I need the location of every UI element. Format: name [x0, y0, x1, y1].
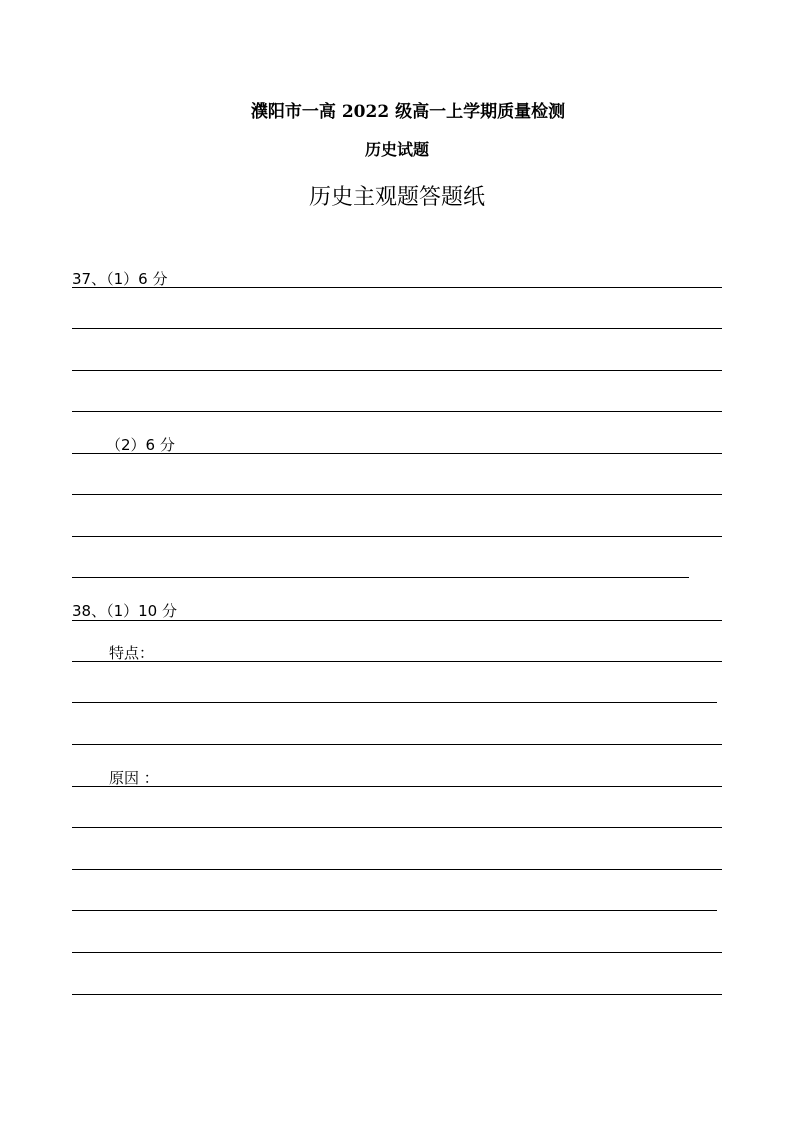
answer-line[interactable]: [72, 328, 722, 329]
question-38-1-label: 38、（1）10 分: [72, 602, 177, 620]
features-label: 特点：: [109, 644, 155, 662]
question-37-1-label: 37、（1）6 分: [72, 270, 168, 288]
answer-line[interactable]: [72, 536, 722, 537]
answer-line[interactable]: [72, 411, 722, 412]
answer-line[interactable]: [72, 786, 722, 787]
answer-line[interactable]: [72, 577, 689, 578]
answer-line[interactable]: [72, 494, 722, 495]
answer-line[interactable]: [72, 994, 722, 995]
answer-line[interactable]: [72, 702, 717, 703]
answer-line[interactable]: [72, 620, 722, 621]
answer-line[interactable]: [72, 453, 722, 454]
answer-line[interactable]: [72, 661, 722, 662]
reasons-label: 原因 ：: [109, 769, 159, 787]
answer-line[interactable]: [72, 869, 722, 870]
exam-title: 濮阳市一高 2022 级高一上学期质量检测: [250, 102, 566, 122]
answer-line[interactable]: [72, 952, 722, 953]
answer-sheet-title: 历史主观题答题纸: [308, 185, 485, 210]
answer-line[interactable]: [72, 827, 722, 828]
answer-line[interactable]: [72, 370, 722, 371]
answer-line[interactable]: [72, 744, 722, 745]
answer-line[interactable]: [72, 910, 717, 911]
exam-subtitle: 历史试题: [364, 140, 429, 159]
question-37-2-label: （2）6 分: [106, 436, 175, 454]
answer-line[interactable]: [72, 287, 722, 288]
